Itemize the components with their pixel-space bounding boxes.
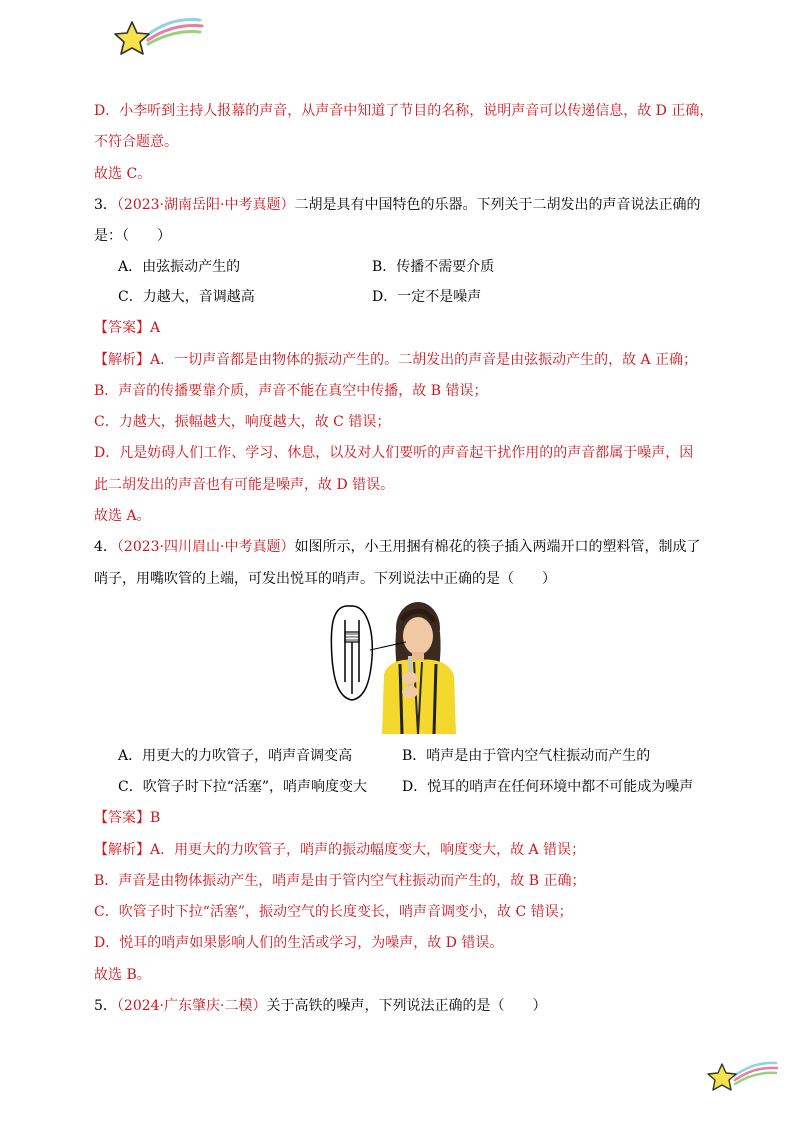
q4-analysis-line4: D．悦耳的哨声如果影响人们的生活或学习，为噪声，故 D 错误。 bbox=[94, 935, 504, 951]
q3-answer: 【答案】A bbox=[94, 320, 161, 336]
q3-number: 3． bbox=[94, 197, 117, 213]
q5-stem-line1 bbox=[94, 996, 546, 1016]
q2-conclusion: 故选 C。 bbox=[94, 166, 152, 182]
whistle-girl-figure bbox=[328, 598, 458, 734]
q4-source: （2023·四川眉山·中考真题） bbox=[116, 539, 295, 555]
q4-number: 4． bbox=[94, 539, 117, 555]
q4-conclusion: 故选 B。 bbox=[94, 967, 151, 983]
q3-stem-text: 二胡是具有中国特色的乐器。下列关于二胡发出的声音说法正确的 bbox=[294, 197, 701, 213]
q3-analysis-line1: 【解析】A．一切声音都是由物体的振动产生的。二胡发出的声音是由弦振动产生的，故 A 正确； bbox=[94, 352, 698, 368]
q4-option-a: A．用更大的力吹管子，哨声音调变高 bbox=[118, 748, 353, 764]
q4-stem-line2: 哨子，用嘴吹管的上端，可发出悦耳的哨声。下列说法中正确的是（ ） bbox=[94, 571, 556, 587]
q5-number: 5． bbox=[94, 998, 117, 1014]
q3-source: （2023·湖南岳阳·中考真题） bbox=[116, 197, 295, 213]
q3-option-c: C．力越大，音调越高 bbox=[118, 289, 255, 305]
q4-option-c: C．吹管子时下拉“活塞”，哨声响度变大 bbox=[118, 779, 368, 795]
q3-analysis-line3: C．力越大，振幅越大，响度越大，故 C 错误； bbox=[94, 414, 391, 430]
q2-analysis-d-line2: 不符合题意。 bbox=[94, 134, 178, 150]
q4-option-d: D．悦耳的哨声在任何环境中都不可能成为噪声 bbox=[402, 779, 694, 795]
q4-stem-line1 bbox=[94, 537, 700, 557]
q3-option-d: D．一定不是噪声 bbox=[372, 289, 482, 305]
q4-analysis-line3: C．吹管子时下拉“活塞”，振动空气的长度变长，哨声音调变小，故 C 错误； bbox=[94, 904, 573, 920]
q4-answer: 【答案】B bbox=[94, 810, 161, 826]
q4-analysis-line1: 【解析】A．用更大的力吹管子，哨声的振动幅度变大，响度变大，故 A 错误； bbox=[94, 842, 586, 858]
q3-stem-line2: 是：（ ） bbox=[94, 228, 171, 244]
q4-option-b: B．哨声是由于管内空气柱振动而产生的 bbox=[402, 748, 651, 764]
q5-stem-text: 关于高铁的噪声，下列说法正确的是（ ） bbox=[266, 998, 547, 1014]
q5-source: （2024·广东肇庆·二模） bbox=[116, 998, 267, 1014]
q2-analysis-d-line1: D．小李听到主持人报幕的声音，从声音中知道了节目的名称，说明声音可以传递信息，故 D 正确， bbox=[94, 103, 714, 119]
q3-stem-line1 bbox=[94, 195, 700, 215]
q3-conclusion: 故选 A。 bbox=[94, 508, 151, 524]
shooting-star-icon bbox=[112, 14, 204, 58]
q3-analysis-line4: D．凡是妨碍人们工作、学习、休息，以及对人们要听的声音起干扰作用的的声音都属于噪声，因 bbox=[94, 445, 694, 461]
q3-option-a: A．由弦振动产生的 bbox=[118, 259, 241, 275]
q3-analysis-line2: B．声音的传播要靠介质，声音不能在真空中传播，故 B 错误； bbox=[94, 383, 488, 399]
shooting-star-icon bbox=[706, 1058, 778, 1094]
q3-option-b: B．传播不需要介质 bbox=[372, 259, 495, 275]
q4-stem-text: 如图所示，小王用捆有棉花的筷子插入两端开口的塑料管，制成了 bbox=[294, 539, 701, 555]
q3-analysis-line5: 此二胡发出的声音也有可能是噪声，故 D 错误。 bbox=[94, 477, 395, 493]
q4-analysis-line2: B．声音是由物体振动产生，哨声是由于管内空气柱振动而产生的，故 B 正确； bbox=[94, 873, 586, 889]
